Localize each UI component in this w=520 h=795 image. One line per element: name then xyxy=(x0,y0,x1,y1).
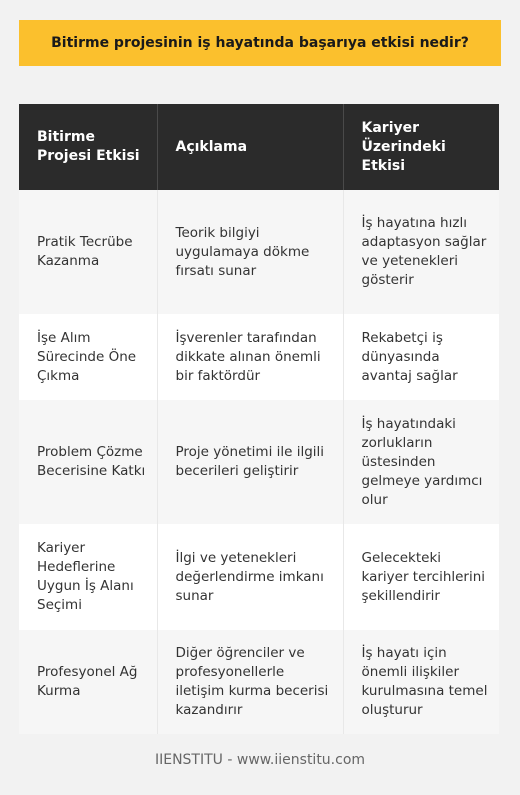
table-cell: Diğer öğrenciler ve profesyonellerle iletişim kurma becerisi kazandırır xyxy=(157,630,343,734)
table-cell: İlgi ve yetenekleri değerlendirme imkanı sunar xyxy=(157,524,343,630)
table-cell: İş hayatındaki zorlukların üstesinden gelmeye yardımcı olur xyxy=(343,400,499,524)
table-cell: İş hayatına hızlı adaptasyon sağlar ve yetenekleri gösterir xyxy=(343,190,499,314)
table-row xyxy=(19,190,499,314)
table-cell: Problem Çözme Becerisine Katkı xyxy=(19,400,157,524)
table-cell: İşe Alım Sürecinde Öne Çıkma xyxy=(19,314,157,400)
table-cell: Kariyer Hedeflerine Uygun İş Alanı Seçimi xyxy=(19,524,157,630)
footer-credit: IIENSTITU - www.iienstitu.com xyxy=(154,752,366,768)
table-cell: İş hayatı için önemli ilişkiler kurulmasına temel oluşturur xyxy=(343,630,499,734)
header-cell-impact: Bitirme Projesi Etkisi xyxy=(19,104,157,190)
table-row xyxy=(19,630,499,734)
table-row xyxy=(19,524,499,630)
table-cell: Proje yönetimi ile ilgili becerileri geliştirir xyxy=(157,400,343,524)
table-cell: Pratik Tecrübe Kazanma xyxy=(19,190,157,314)
table-row xyxy=(19,314,499,400)
table-cell: Teorik bilgiyi uygulamaya dökme fırsatı sunar xyxy=(157,190,343,314)
table-cell: Profesyonel Ağ Kurma xyxy=(19,630,157,734)
page-title: Bitirme projesinin iş hayatında başarıya etkisi nedir? xyxy=(51,35,469,51)
header-cell-description: Açıklama xyxy=(157,104,343,190)
table-header-row xyxy=(19,104,499,190)
header-cell-career-effect: Kariyer Üzerindeki Etkisi xyxy=(343,104,499,190)
title-banner xyxy=(19,20,501,66)
table-cell: Rekabetçi iş dünyasında avantaj sağlar xyxy=(343,314,499,400)
table-row xyxy=(19,400,499,524)
table-cell: İşverenler tarafından dikkate alınan önemli bir faktördür xyxy=(157,314,343,400)
impact-table xyxy=(19,104,499,734)
table-cell: Gelecekteki kariyer tercihlerini şekillendirir xyxy=(343,524,499,630)
